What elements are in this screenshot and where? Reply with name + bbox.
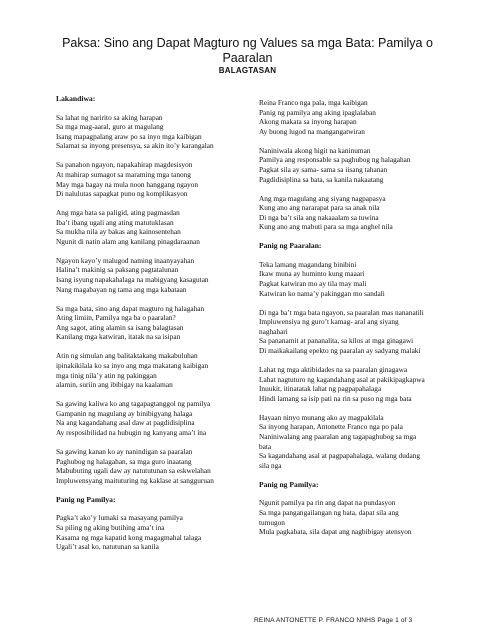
verse-line: Kanilang mga katwiran, itatak na sa isipan [56,332,181,342]
verse-line: Ay buong lugod na mangangatwiran [259,126,365,136]
verse-line: Di nga ba’t mga bata ngayon, sa paaralan mas nananatili [259,307,424,317]
verse-line: Nang magabayan ng tama ang mga kabataan [56,284,187,294]
right-stanza [259,413,469,471]
left-stanza [56,304,266,342]
verse-line: Sa inyong harapan, Antonette Franco nga po pala [259,422,403,432]
right-stanza [259,98,469,136]
verse-line: Ugali’t asal ko, natutunan sa kanila [56,542,159,552]
verse-line: mga tinig nila’y atin ng pakinggan [56,370,157,380]
verse-line: May mga bagay na mula noon hanggang ngayon [56,179,199,189]
verse-line: Ang sagot, ating alamin sa isang balagtasan [56,322,184,332]
verse-line: Katwiran ko nama’y pakinggan mo sandali [259,288,385,298]
verse-line: Akong makata sa inyong harapan [259,117,357,127]
verse-line: Mabubuting ugali daw ay natututunan sa eskwelahan [56,466,211,476]
verse-line: Inuukit, itinatatak lahat ng pagpapahalaga [259,384,382,394]
left-stanza [56,447,266,485]
verse-line: Kung ano ang nararapat para sa anak nila [259,203,380,213]
verse-line: Sa lahat ng naririto sa aking harapan [56,112,163,122]
left-column [56,94,266,561]
left-stanza [56,160,266,198]
verse-line: Ang mga magulang ang siyang nagpapasya [259,193,386,203]
verse-line: Ikaw muna ay huminto kung maaari [259,269,365,279]
verse-line: Di nalulutas sapagkat puno ng komplikasyon [56,189,188,199]
verse-line: Naniniwalang ang paaralan ang tagapaghubog sa mga [259,431,417,441]
verse-line: Sa gawing kanan ko ay nanindigan sa paaralan [56,446,193,456]
verse-line: sila nga [259,460,282,470]
verse-line: Sa mga mag-aaral, guro at magulang [56,122,164,132]
verse-line: Lahat nagtuturo ng kagandahang asal at pakikipagkapwa [259,374,425,384]
right-section-heading: Panig ng Paaralan: [259,241,322,251]
verse-line: Sa pananamit at pananalita, sa kilos at mga ginagawi [259,336,414,346]
verse-line: Na ang kagandahang asal daw at pagdidisiplina [56,418,195,428]
verse-line: Pamilya ang responsable sa paghubog ng halagahan [259,155,411,165]
verse-line: Paghubog ng halagahan, sa mga guro inaatang [56,456,192,466]
verse-line: Naniniwala akong higit na kaninuman [259,145,371,155]
right-stanza [259,308,469,356]
right-stanza [259,194,469,232]
verse-line: Kasama ng mga kapatid kong magagmahal talaga [56,532,202,542]
verse-line: Ngayon kayo’y malugod naming inaanyayahan [56,255,195,265]
verse-line: naghahari [259,326,288,336]
verse-line: Pagka’t ako’y lumaki sa masayang pamilya [56,513,183,523]
left-stanza [56,208,266,246]
verse-line: Iba’t ibang ugali ang ating matutuklasan [56,217,174,227]
verse-line: ipinakikilala ko sa inyo ang mga makatang kaibigan [56,361,209,371]
verse-line: Sa mga bata, sino ang dapat magturo ng halagahan [56,303,205,313]
verse-line: Di maikakailang epekto ng paaralan ay sadyang malaki [259,346,421,356]
verse-line: Ating limiin, Pamilya nga ba o paaralan? [56,313,176,323]
verse-line: Hayaan ninyo munang ako ay magpakilala [259,412,384,422]
right-section-heading: Panig ng Pamilya: [259,479,319,489]
verse-line: tumugon [259,517,285,527]
left-stanza [56,256,266,294]
verse-line: Hindi lamang sa isip pati na rin sa puso ng mga bata [259,393,412,403]
left-stanza [56,113,266,151]
verse-line: Sa piling ng aking butihing ama’t ina [56,522,165,532]
left-stanza [56,351,266,389]
verse-line: bata [259,441,272,451]
verse-line: Isang isyung napakahalaga na mabigyang kasagutan [56,275,209,285]
verse-line: Ngunit pamilya pa rin ang dapat na pundasyon [259,498,396,508]
right-stanza [259,498,469,536]
verse-line: Pagkat sila ay sama- sama sa iisang tahanan [259,164,388,174]
verse-line: Teka lamang magandang binibini [259,259,357,269]
verse-line: Ang mga bata sa paligid, ating pagmasdan [56,208,180,218]
verse-line: Ay resposibilidad na hubugin ng kanyang ama’t ina [56,427,207,437]
verse-line: At mahirap sumagot sa maraming mga tanong [56,169,191,179]
verse-line: Sa gawing kaliwa ko ang tagapagtanggol ng pamilya [56,399,211,409]
verse-line: Impluwensiya ng guro’t kamag- aral ang siyang [259,317,399,327]
verse-line: Isang mapagpalang araw po sa inyo mga kaibigan [56,131,202,141]
verse-line: Gampanin ng magulang ay binibigyang halaga [56,408,193,418]
page-footer: REINA ANTONETTE P. FRANCO NNHS Page 1 of 3 [254,617,413,624]
verse-line: Reina Franco nga pala, mga kaibigan [259,98,368,107]
document-title: Paksa: Sino ang Dapat Magturo ng Values sa mga Bata: Pamilya o Paaralan [62,36,433,65]
verse-line: Atin ng simulan ang balitaktakang makabuluhan [56,351,198,361]
verse-line: Ngunit di natin alam ang kanilang pinagdaraanan [56,236,200,246]
left-section-heading: Lakandiwa: [56,94,96,103]
verse-line: Pagdidisiplina sa bata, sa kanila nakaatang [259,174,384,184]
verse-line: alamin, suriin ang ibibigay na kaalaman [56,380,173,390]
verse-line: Sa mga pangangailangan ng bata, dapat sila ang [259,507,399,517]
verse-line: Sa mukha nila ay bakas ang kainosentehan [56,227,181,237]
verse-line: Pagkat katwiran mo ay tila may mali [259,279,367,289]
verse-line: Halina’t makinig sa paksang pagtatalunan [56,265,179,275]
verse-line: Kung ano ang mabuti para sa mga anghel nila [259,222,393,232]
right-stanza [259,146,469,184]
left-stanza [56,399,266,437]
verse-line: Di nga ba’t sila ang nakaaalam sa tuwina [259,212,379,222]
verse-line: Impluwensyang maituturing ng kaklase at sangguruan [56,475,214,485]
left-stanza [56,513,266,551]
right-column [259,98,469,546]
right-stanza [259,260,469,298]
verse-line: Sa kagandahang asal at pagpapahalaga, walang dudang [259,451,421,461]
verse-line: Sa panahon ngayon, napakahirap magdesisyon [56,160,193,170]
verse-line: Salamat sa inyong presensya, sa akin ito’y karangalan [56,141,214,151]
left-section-heading: Panig ng Pamilya: [56,494,116,504]
right-stanza [259,365,469,403]
document-subtitle: BALAGTASAN [218,66,277,75]
verse-line: Panig ng pamilya ang aking ipaglalaban [259,107,376,117]
verse-line: Mula pagkabata, sila dapat ang nagbibigay atensyon [259,527,412,537]
verse-line: Lahat ng mga aktibidades na sa paaralan ginagawa [259,365,408,375]
